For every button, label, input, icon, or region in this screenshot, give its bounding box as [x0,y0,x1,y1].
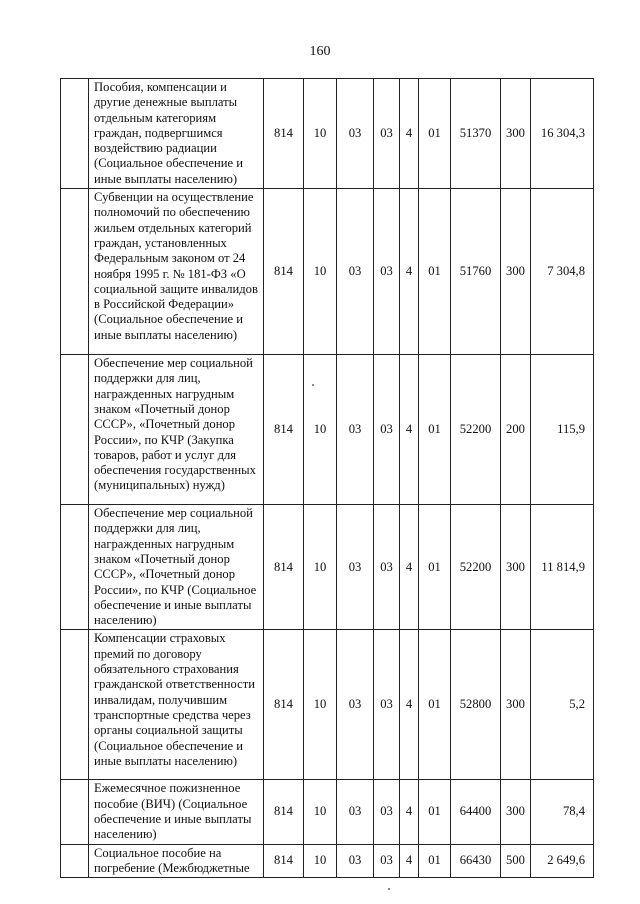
expense-type-code-cell: 300 [501,79,531,189]
row-number-cell [61,505,89,630]
subprogram-code-cell: 4 [400,355,419,505]
program-code-cell: 03 [374,630,400,780]
subprogram-code-cell: 4 [400,630,419,780]
direction-code-cell: 52200 [451,505,501,630]
main-event-code-cell: 01 [419,189,451,355]
subsection-code-cell: 03 [337,630,374,780]
ministry-code-cell: 814 [264,844,304,878]
budget-table [60,78,594,878]
subprogram-code-cell: 4 [400,505,419,630]
amount-cell: 78,4 [531,780,594,844]
expense-name-cell: Пособия, компенсации и другие денежные выплаты отдельным категориям граждан, подвергшимся воздействию радиации (Социальное обеспечение и иные выплаты населению) [89,79,264,189]
ministry-code-cell: 814 [264,505,304,630]
expense-type-code-cell: 200 [501,355,531,505]
table-row [61,505,594,630]
section-code-cell: 10 [304,630,337,780]
expense-name-cell: Субвенции на осуществление полномочий по обеспечению жильем отдельных категорий граждан, установленных Федеральным законом от 24 ноября 1995 г. № 181-ФЗ «О социальной защите инвалидов в Российской Федерации» (Социальное обеспечение и иные выплаты населению) [89,189,264,355]
page-number: 160 [309,44,331,59]
table-row [61,780,594,844]
amount-cell: 7 304,8 [531,189,594,355]
main-event-code-cell: 01 [419,780,451,844]
subsection-code-cell: 03 [337,844,374,878]
table-body [61,79,594,878]
amount-cell: 115,9 [531,355,594,505]
expense-type-code-cell: 300 [501,780,531,844]
table-row [61,844,594,878]
table-row [61,189,594,355]
amount-cell: 16 304,3 [531,79,594,189]
program-code-cell: 03 [374,355,400,505]
row-number-cell [61,844,89,878]
scan-speck [388,888,390,890]
expense-name-cell: Обеспечение мер социальной поддержки для лиц, награжденных нагрудным знаком «Почетный донор СССР», «Почетный донор России», по КЧР (Социальное обеспечение и иные выплаты населению) [89,505,264,630]
main-event-code-cell: 01 [419,355,451,505]
amount-cell: 11 814,9 [531,505,594,630]
program-code-cell: 03 [374,780,400,844]
direction-code-cell: 64400 [451,780,501,844]
program-code-cell: 03 [374,505,400,630]
direction-code-cell: 52200 [451,355,501,505]
direction-code-cell: 51370 [451,79,501,189]
expense-name-cell: Компенсации страховых премий по договору обязательного страхования гражданской ответственности инвалидам, получившим транспортные средства через органы социальной защиты (Социальное обеспечение и иные выплаты населению) [89,630,264,780]
direction-code-cell: 66430 [451,844,501,878]
main-event-code-cell: 01 [419,844,451,878]
ministry-code-cell: 814 [264,355,304,505]
ministry-code-cell: 814 [264,780,304,844]
ministry-code-cell: 814 [264,630,304,780]
expense-name-cell: Социальное пособие на погребение (Межбюджетные [89,844,264,878]
expense-type-code-cell: 300 [501,189,531,355]
program-code-cell: 03 [374,79,400,189]
expense-type-code-cell: 300 [501,630,531,780]
direction-code-cell: 52800 [451,630,501,780]
main-event-code-cell: 01 [419,630,451,780]
subprogram-code-cell: 4 [400,844,419,878]
section-code-cell: 10 [304,79,337,189]
direction-code-cell: 51760 [451,189,501,355]
program-code-cell: 03 [374,844,400,878]
subprogram-code-cell: 4 [400,780,419,844]
scan-speck [312,384,314,386]
section-code-cell: 10 [304,844,337,878]
table-row [61,630,594,780]
table-row [61,355,594,505]
row-number-cell [61,355,89,505]
subprogram-code-cell: 4 [400,189,419,355]
subprogram-code-cell: 4 [400,79,419,189]
ministry-code-cell: 814 [264,189,304,355]
subsection-code-cell: 03 [337,189,374,355]
subsection-code-cell: 03 [337,79,374,189]
row-number-cell [61,189,89,355]
section-code-cell: 10 [304,505,337,630]
expense-type-code-cell: 300 [501,505,531,630]
expense-name-cell: Обеспечение мер социальной поддержки для лиц, награжденных нагрудным знаком «Почетный донор СССР», «Почетный донор России», по КЧР (Закупка товаров, работ и услуг для обеспечения государственных (муниципальных) нужд) [89,355,264,505]
row-number-cell [61,780,89,844]
main-event-code-cell: 01 [419,505,451,630]
subsection-code-cell: 03 [337,355,374,505]
expense-name-cell: Ежемесячное пожизненное пособие (ВИЧ) (Социальное обеспечение и иные выплаты населению) [89,780,264,844]
amount-cell: 5,2 [531,630,594,780]
expense-type-code-cell: 500 [501,844,531,878]
section-code-cell: 10 [304,780,337,844]
section-code-cell: 10 [304,355,337,505]
program-code-cell: 03 [374,189,400,355]
main-event-code-cell: 01 [419,79,451,189]
subsection-code-cell: 03 [337,780,374,844]
subsection-code-cell: 03 [337,505,374,630]
amount-cell: 2 649,6 [531,844,594,878]
table-row [61,79,594,189]
row-number-cell [61,79,89,189]
ministry-code-cell: 814 [264,79,304,189]
row-number-cell [61,630,89,780]
section-code-cell: 10 [304,189,337,355]
